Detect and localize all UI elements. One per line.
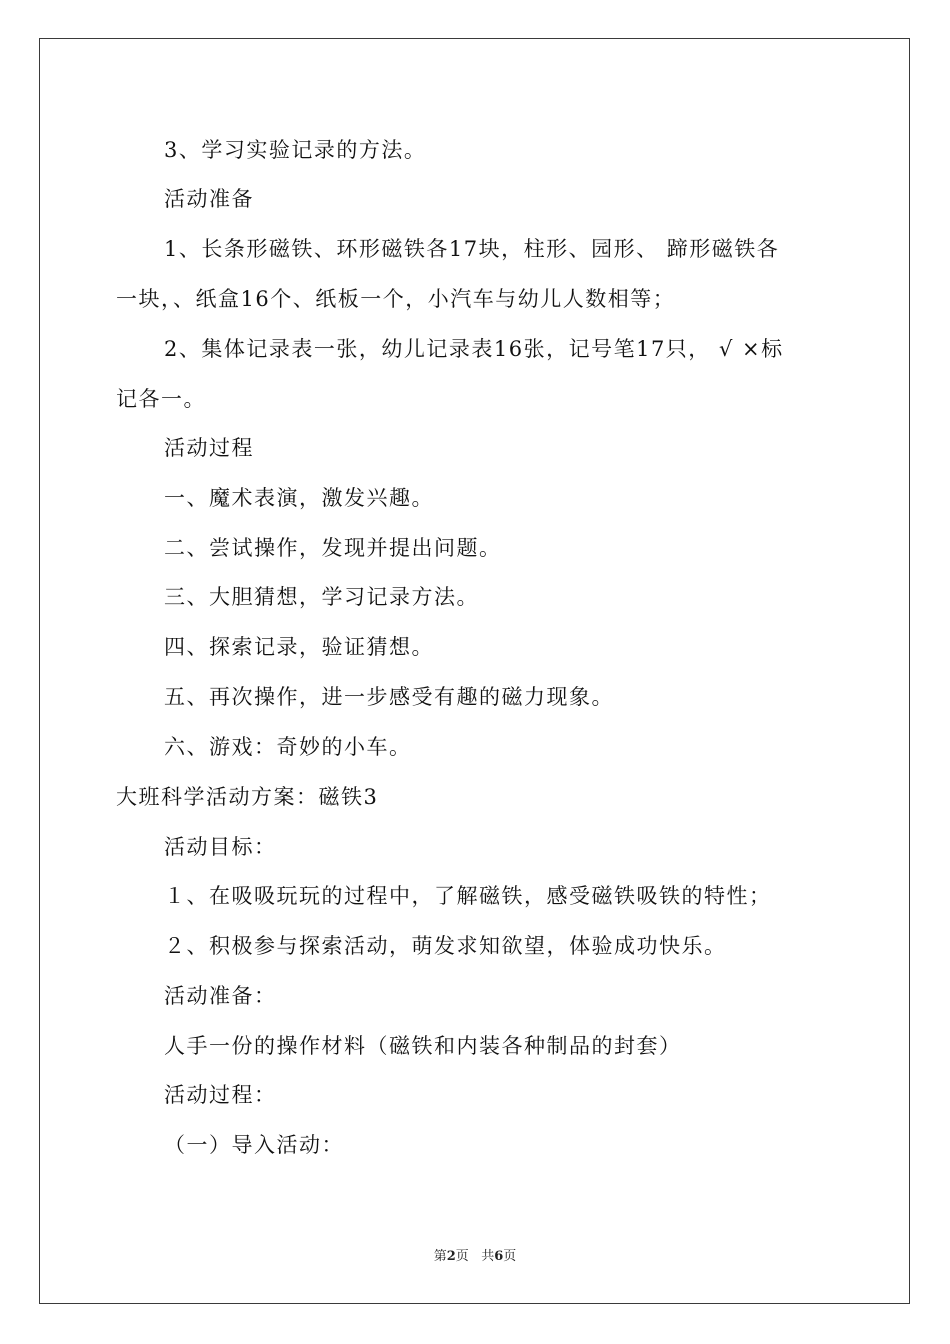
page-footer [0, 1245, 950, 1264]
footer-page-number: 2 [446, 1249, 456, 1264]
text-line-10: 三、大胆猜想，学习记录方法。 [164, 585, 479, 609]
text-line-3: 1、长条形磁铁、环形磁铁各17块，柱形、园形、 蹄形磁铁各 [164, 237, 780, 261]
footer-total-prefix: 共 [481, 1249, 495, 1264]
text-line-21: （一）导入活动： [164, 1133, 344, 1157]
section-heading-process-2: 活动过程： [164, 1083, 277, 1107]
page-border [39, 38, 910, 1304]
footer-total-number: 6 [494, 1249, 504, 1264]
section-heading-process: 活动过程 [164, 436, 254, 460]
text-line-17: ２、积极参与探索活动，萌发求知欲望，体验成功快乐。 [164, 934, 727, 958]
text-line-19: 人手一份的操作材料（磁铁和内装各种制品的封套） [164, 1034, 682, 1058]
footer-page-suffix: 页 [455, 1249, 469, 1264]
text-line-13: 六、游戏：奇妙的小车。 [164, 735, 412, 759]
text-line-1: 3、学习实验记录的方法。 [164, 138, 427, 162]
document-section-title: 大班科学活动方案：磁铁3 [116, 785, 379, 809]
text-line-11: 四、探索记录，验证猜想。 [164, 635, 434, 659]
text-line-9: 二、尝试操作，发现并提出问题。 [164, 536, 502, 560]
text-line-8: 一、魔术表演，激发兴趣。 [164, 486, 434, 510]
text-line-4: 一块，、纸盒16个、纸板一个，小汽车与幼儿人数相等； [116, 287, 676, 311]
footer-page-prefix: 第 [433, 1249, 447, 1264]
footer-total-suffix: 页 [503, 1249, 517, 1264]
text-line-5: 2、集体记录表一张，幼儿记录表16张，记号笔17只， √ ×标 [164, 337, 784, 361]
text-line-16: １、在吸吸玩玩的过程中，了解磁铁，感受磁铁吸铁的特性； [164, 884, 772, 908]
text-line-6: 记各一。 [116, 387, 206, 411]
section-heading-goals: 活动目标： [164, 835, 277, 859]
text-line-12: 五、再次操作，进一步感受有趣的磁力现象。 [164, 685, 614, 709]
section-heading-preparation-2: 活动准备： [164, 984, 277, 1008]
section-heading-preparation: 活动准备 [164, 187, 254, 211]
